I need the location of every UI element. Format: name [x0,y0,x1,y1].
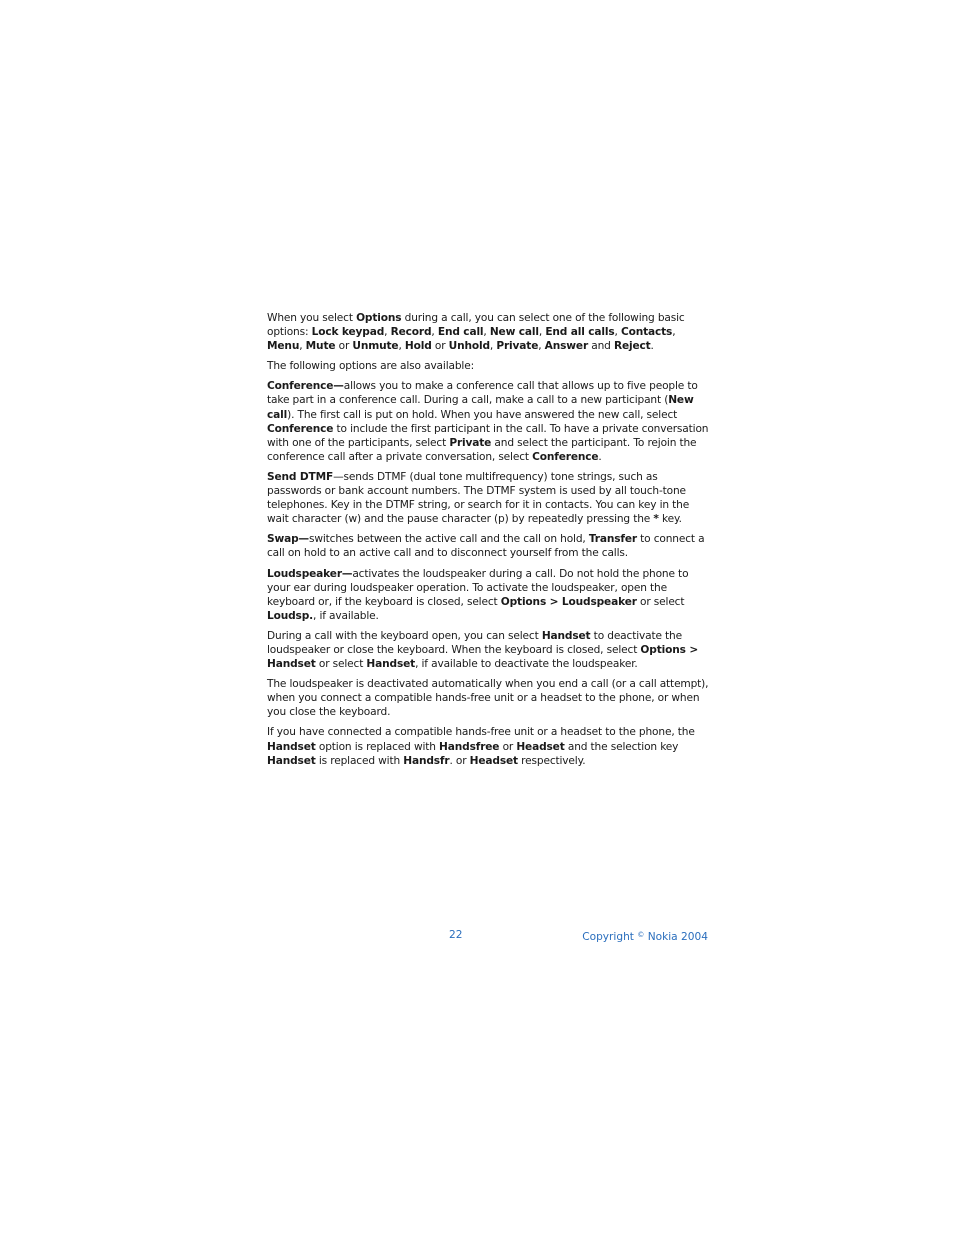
text-run: and the selection key [564,740,679,753]
text-run: respectively. [517,754,586,767]
bold-term: Send DTMF [267,470,334,483]
text-run: , [384,326,391,339]
bold-term: Handsfr [403,754,450,767]
text-run: switches between the active call and the call on hold, [309,533,589,546]
text-run: or select [636,595,685,608]
text-run: , if available. [313,609,379,622]
bold-term: Loudspeaker— [267,567,353,580]
paragraph [267,379,709,464]
paragraph [267,725,709,767]
bold-term: Mute [305,340,336,353]
bold-term: End call [437,326,484,339]
text-run: or select [315,658,367,671]
page-number: 22 [449,929,463,941]
bold-term: Swap— [267,533,309,546]
text-run: , [538,326,546,339]
bold-term: New call [267,394,694,421]
text-run: allows you to make a conference call that allows up to five people to take part in a conference call. During a call, make a call to a new participant ( [267,380,698,407]
bold-term: Conference [532,450,599,463]
text-run: . [650,340,654,353]
text-run: to connect a call on hold to an active call and to disconnect yourself from the calls. [267,533,705,560]
bold-term: Hold [404,340,432,353]
bold-term: Unmute [352,340,399,353]
text-run: , [538,340,545,353]
text-run: and [588,340,614,353]
paragraph [267,532,709,560]
text-run: —sends DTMF (dual tone multifrequency) tone strings, such as passwords or bank account numbers. The DTMF system is used by all touch-tone telephones. Key in the DTMF string, or search for it in contacts. You can key in the wait character (w) and the pause character (p) by repeatedly pressing the [267,470,690,526]
text-run: or [499,740,517,753]
bold-term: Headset [469,754,518,767]
paragraph [267,567,709,623]
text-run: activates the loudspeaker during a call. Do not hold the phone to your ear during loudspeaker operation. To activate the loudspeaker, open the keyboard or, if the keyboard is closed, select [267,567,689,608]
bold-term: Headset [516,740,565,753]
text-run: , if available to deactivate the loudspeaker. [415,658,638,671]
bold-term: Loudsp. [267,609,314,622]
text-run: during a call, you can select one of the following basic options: [267,312,685,339]
bold-term: Contacts [620,326,673,339]
text-run: , [299,340,306,353]
bold-term: Options [356,312,402,324]
copyright-prefix: Copyright [582,931,638,943]
bold-term: End all calls [545,326,615,339]
bold-term: Handset [267,754,316,767]
bold-term: Private [496,340,539,353]
paragraph [267,629,709,671]
copyright-suffix: Nokia 2004 [644,931,708,943]
bold-term: Record [390,326,432,339]
text-run: When you select [267,312,357,324]
text-run: If you have connected a compatible hands-free unit or a headset to the phone, the [267,726,695,739]
body-text [267,311,709,774]
bold-term: Handset [541,629,591,642]
paragraph [267,311,709,353]
bold-term: Handset [267,740,316,753]
text-run: . [598,450,602,463]
text-run: and select the participant. To rejoin the conference call after a private conversation, select [267,436,697,463]
text-run: , [672,326,676,339]
bold-term: Lock keypad [311,326,385,339]
bold-term: Menu [267,340,300,353]
copyright-symbol: © [637,931,645,939]
text-run: ). The first call is put on hold. When you have answered the new call, select [287,408,678,421]
bold-term: Conference [267,422,334,435]
text-run: key. [658,513,682,526]
bold-term: Options > Handset [267,643,699,671]
text-run: , [614,326,621,339]
text-run: During a call with the keyboard open, you can select [267,629,542,642]
bold-term: Answer [544,340,589,353]
bold-term: Transfer [588,533,637,546]
text-run: , [398,340,405,353]
text-run: option is replaced with [315,740,440,753]
bold-term: Private [449,436,492,449]
text-run: The following options are also available: [267,360,474,373]
text-run: , [483,326,490,339]
bold-term: Conference— [267,380,344,393]
copyright-notice [582,928,708,944]
text-run: , [489,340,497,353]
bold-term: New call [489,326,539,339]
text-run: or [431,340,449,353]
paragraph [267,359,709,373]
bold-term: Handsfree [439,740,500,753]
paragraph [267,470,709,526]
text-run: . or [449,754,470,767]
bold-term: Options > Loudspeaker [500,595,637,608]
bold-term: Handset [366,658,416,671]
text-run: is replaced with [315,754,404,767]
text-run: to deactivate the loudspeaker or close the keyboard. When the keyboard is closed, select [267,629,682,656]
text-run: or [335,340,353,353]
bold-term: Reject [613,340,651,353]
bold-term: Unhold [448,340,490,353]
bold-term: * [653,513,659,526]
text-run: , [431,326,438,339]
text-run: to include the first participant in the call. To have a private conversation with one of the participants, select [267,422,709,449]
paragraph [267,677,709,719]
text-run: The loudspeaker is deactivated automatically when you end a call (or a call attempt), when you connect a compatible hands-free unit or a headset to the phone, or when you close the keyboard. [267,678,709,719]
